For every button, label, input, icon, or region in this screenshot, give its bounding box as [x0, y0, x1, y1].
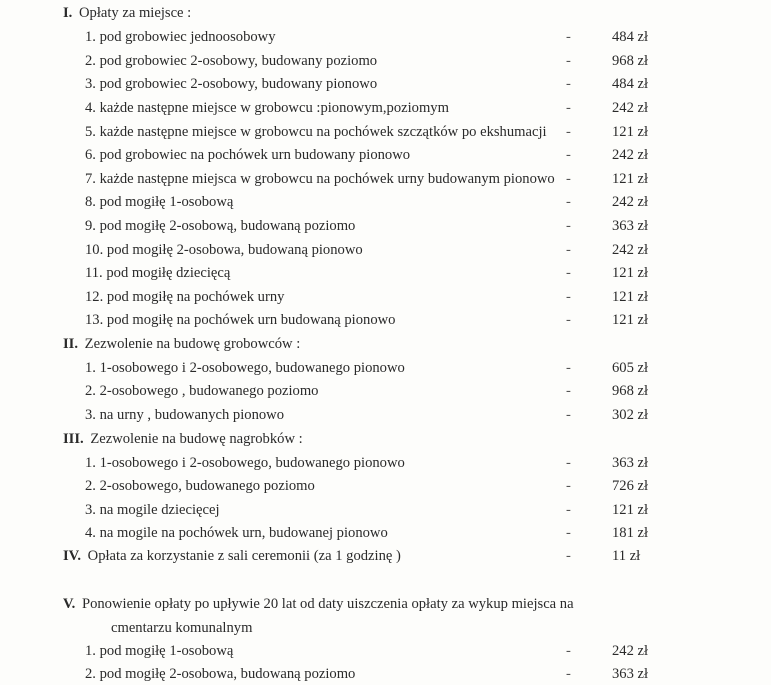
fee-item-text: 3. pod grobowiec 2-osobowy, budowany pionowo	[85, 76, 378, 92]
fee-price: 121 zł	[612, 289, 649, 305]
dash-separator: -	[566, 312, 571, 328]
fee-item-text: 1. 1-osobowego i 2-osobowego, budowanego pionowo	[85, 360, 405, 376]
fee-price: 968 zł	[612, 383, 649, 399]
fee-item-text: 9. pod mogiłę 2-osobową, budowaną poziomo	[85, 218, 356, 234]
fee-item-text: 2. pod grobowiec 2-osobowy, budowany poziomo	[85, 53, 378, 69]
section-header-i	[0, 2, 771, 24]
dash-separator: -	[566, 76, 571, 92]
dash-separator: -	[566, 289, 571, 305]
dash-separator: -	[566, 525, 571, 541]
fee-price: 121 zł	[612, 265, 649, 281]
fee-item-text: 3. na urny , budowanych pionowo	[85, 407, 285, 423]
fee-row	[0, 191, 771, 213]
section-header-ii	[0, 333, 771, 355]
section-title: Zezwolenie na budowę nagrobków :	[90, 431, 303, 447]
fee-item-text: 1. pod mogiłę 1-osobową	[85, 643, 234, 659]
fee-row	[0, 499, 771, 521]
fee-row	[0, 522, 771, 544]
dash-separator: -	[566, 265, 571, 281]
fee-price: 968 zł	[612, 53, 649, 69]
section-header-iii	[0, 428, 771, 450]
section-numeral: III.	[63, 431, 84, 447]
section-title-continuation	[0, 617, 771, 639]
fee-row	[0, 121, 771, 143]
fee-row	[0, 262, 771, 284]
dash-separator: -	[566, 383, 571, 399]
dash-separator: -	[566, 643, 571, 659]
fee-price: 242 zł	[612, 194, 649, 210]
dash-separator: -	[566, 478, 571, 494]
fee-price: 363 zł	[612, 455, 649, 471]
fee-row	[0, 215, 771, 237]
dash-separator: -	[566, 360, 571, 376]
fee-price: 363 zł	[612, 666, 649, 682]
fee-item-text: 4. na mogile na pochówek urn, budowanej pionowo	[85, 525, 388, 541]
fee-item-text: 3. na mogile dziecięcej	[85, 502, 220, 518]
fee-row	[0, 144, 771, 166]
fee-row	[0, 97, 771, 119]
section-numeral: V.	[63, 596, 76, 612]
fee-row	[0, 380, 771, 402]
fee-row	[0, 239, 771, 261]
fee-row	[0, 475, 771, 497]
fee-row	[0, 404, 771, 426]
fee-row	[0, 452, 771, 474]
fee-price: 484 zł	[612, 76, 649, 92]
dash-separator: -	[566, 53, 571, 69]
section-title-cont: cmentarzu komunalnym	[111, 620, 253, 636]
section-header-v	[0, 593, 771, 615]
fee-price: 484 zł	[612, 29, 649, 45]
fee-price: 302 zł	[612, 407, 649, 423]
fee-item-text: 8. pod mogiłę 1-osobową	[85, 194, 234, 210]
fee-price: 11 zł	[612, 548, 641, 564]
section-title: Zezwolenie na budowę grobowców :	[84, 336, 301, 352]
fee-item-text: 2. 2-osobowego , budowanego poziomo	[85, 383, 319, 399]
fee-row	[0, 357, 771, 379]
fee-item-text: 12. pod mogiłę na pochówek urny	[85, 289, 285, 305]
dash-separator: -	[566, 548, 571, 564]
section-header-iv	[0, 545, 771, 567]
dash-separator: -	[566, 407, 571, 423]
fee-row	[0, 168, 771, 190]
section-numeral: IV.	[63, 548, 81, 564]
section-numeral: II.	[63, 336, 79, 352]
dash-separator: -	[566, 666, 571, 682]
fee-row	[0, 26, 771, 48]
fee-item-text: 6. pod grobowiec na pochówek urn budowany pionowo	[85, 147, 411, 163]
fee-price: 121 zł	[612, 124, 649, 140]
fee-price: 242 zł	[612, 100, 649, 116]
fee-price: 121 zł	[612, 312, 649, 328]
fee-item-text: 2. pod mogiłę 2-osobowa, budowaną poziomo	[85, 666, 356, 682]
fee-item-text: 5. każde następne miejsce w grobowcu na pochówek szczątków po ekshumacji	[85, 124, 547, 140]
fee-item-text: 2. 2-osobowego, budowanego poziomo	[85, 478, 315, 494]
fee-row	[0, 640, 771, 662]
dash-separator: -	[566, 171, 571, 187]
fee-price: 242 zł	[612, 147, 649, 163]
fee-price: 181 zł	[612, 525, 649, 541]
fee-row	[0, 286, 771, 308]
fee-item-text: 1. 1-osobowego i 2-osobowego, budowanego pionowo	[85, 455, 405, 471]
fee-price: 121 zł	[612, 502, 649, 518]
dash-separator: -	[566, 218, 571, 234]
fee-item-text: 1. pod grobowiec jednoosobowy	[85, 29, 276, 45]
fee-row	[0, 663, 771, 685]
dash-separator: -	[566, 100, 571, 116]
dash-separator: -	[566, 194, 571, 210]
fee-item-text: 4. każde następne miejsce w grobowcu :pionowym,poziomym	[85, 100, 449, 116]
dash-separator: -	[566, 242, 571, 258]
section-title: Opłaty za miejsce :	[78, 5, 192, 21]
section-title: Opłata za korzystanie z sali ceremonii (za 1 godzinę )	[87, 548, 401, 564]
fee-price: 363 zł	[612, 218, 649, 234]
fee-price: 121 zł	[612, 171, 649, 187]
section-title: Ponowienie opłaty po upływie 20 lat od daty uiszczenia opłaty za wykup miejsca na	[81, 596, 574, 612]
dash-separator: -	[566, 455, 571, 471]
dash-separator: -	[566, 124, 571, 140]
fee-price: 726 zł	[612, 478, 649, 494]
fee-row	[0, 309, 771, 331]
fee-item-text: 7. każde następne miejsca w grobowcu na pochówek urny budowanym pionowo	[85, 171, 555, 187]
fee-item-text: 11. pod mogiłę dziecięcą	[85, 265, 231, 281]
fee-row	[0, 73, 771, 95]
fee-price: 605 zł	[612, 360, 649, 376]
dash-separator: -	[566, 502, 571, 518]
section-numeral: I.	[63, 5, 73, 21]
fee-price: 242 zł	[612, 242, 649, 258]
fee-price: 242 zł	[612, 643, 649, 659]
fee-row	[0, 50, 771, 72]
fee-item-text: 10. pod mogiłę 2-osobowa, budowaną pionowo	[85, 242, 363, 258]
fee-item-text: 13. pod mogiłę na pochówek urn budowaną pionowo	[85, 312, 396, 328]
dash-separator: -	[566, 29, 571, 45]
dash-separator: -	[566, 147, 571, 163]
